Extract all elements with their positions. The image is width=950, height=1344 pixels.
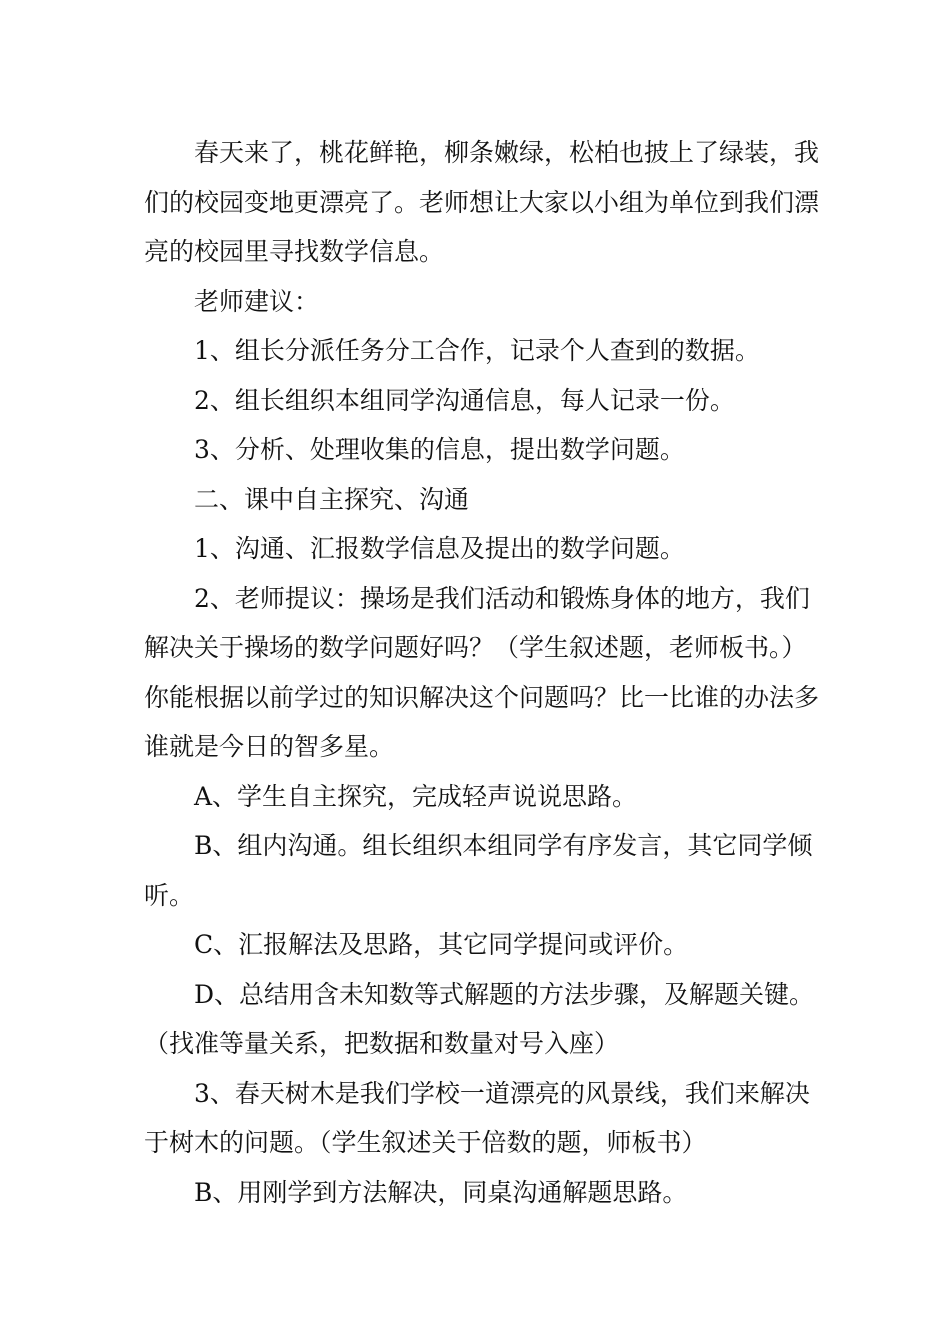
paragraph-step-a: A、学生自主探究，完成轻声说说思路。 (194, 781, 638, 811)
paragraph-step-c: C、汇报解法及思路，其它同学提问或评价。 (194, 930, 689, 959)
paragraph-suggestion-1: 1、组长分派任务分工合作，记录个人查到的数据。 (194, 336, 760, 365)
paragraph-step-b: B、组内沟通。组长组织本组同学有序发言，其它同学倾听。 (144, 831, 813, 910)
paragraph-teacher-suggestion-heading: 老师建议： (194, 286, 320, 316)
paragraph-suggestion-3: 3、分析、处理收集的信息，提出数学问题。 (194, 435, 685, 464)
paragraph-intro: 春天来了，桃花鲜艳，柳条嫩绿，松柏也披上了绿装，我们的校园变地更漂亮了。老师想让大家以小组为单位到我们漂亮的校园里寻找数学信息。 (144, 138, 820, 266)
section-heading-2: 二、课中自主探究、沟通 (194, 484, 470, 514)
paragraph-step-3: 3、春天树木是我们学校一道漂亮的风景线，我们来解决于树木的问题。（学生叙述关于倍数的题，师板书） (144, 1078, 810, 1157)
paragraph-step-3b: B、用刚学到方法解决，同桌沟通解题思路。 (194, 1177, 688, 1207)
paragraph-step-d: D、总结用含未知数等式解题的方法步骤，及解题关键。（找准等量关系，把数据和数量对号入座） (144, 979, 815, 1058)
document-body (144, 128, 824, 1217)
paragraph-suggestion-2: 2、组长组织本组同学沟通信息，每人记录一份。 (194, 385, 735, 415)
paragraph-step-1: 1、沟通、汇报数学信息及提出的数学问题。 (194, 534, 685, 563)
paragraph-step-2: 2、老师提议：操场是我们活动和锻炼身体的地方，我们解决关于操场的数学问题好吗？（学生叙述题，老师板书。）你能根据以前学过的知识解决这个问题吗？比一比谁的办法多谁就是今日的智多星。 (144, 583, 820, 761)
